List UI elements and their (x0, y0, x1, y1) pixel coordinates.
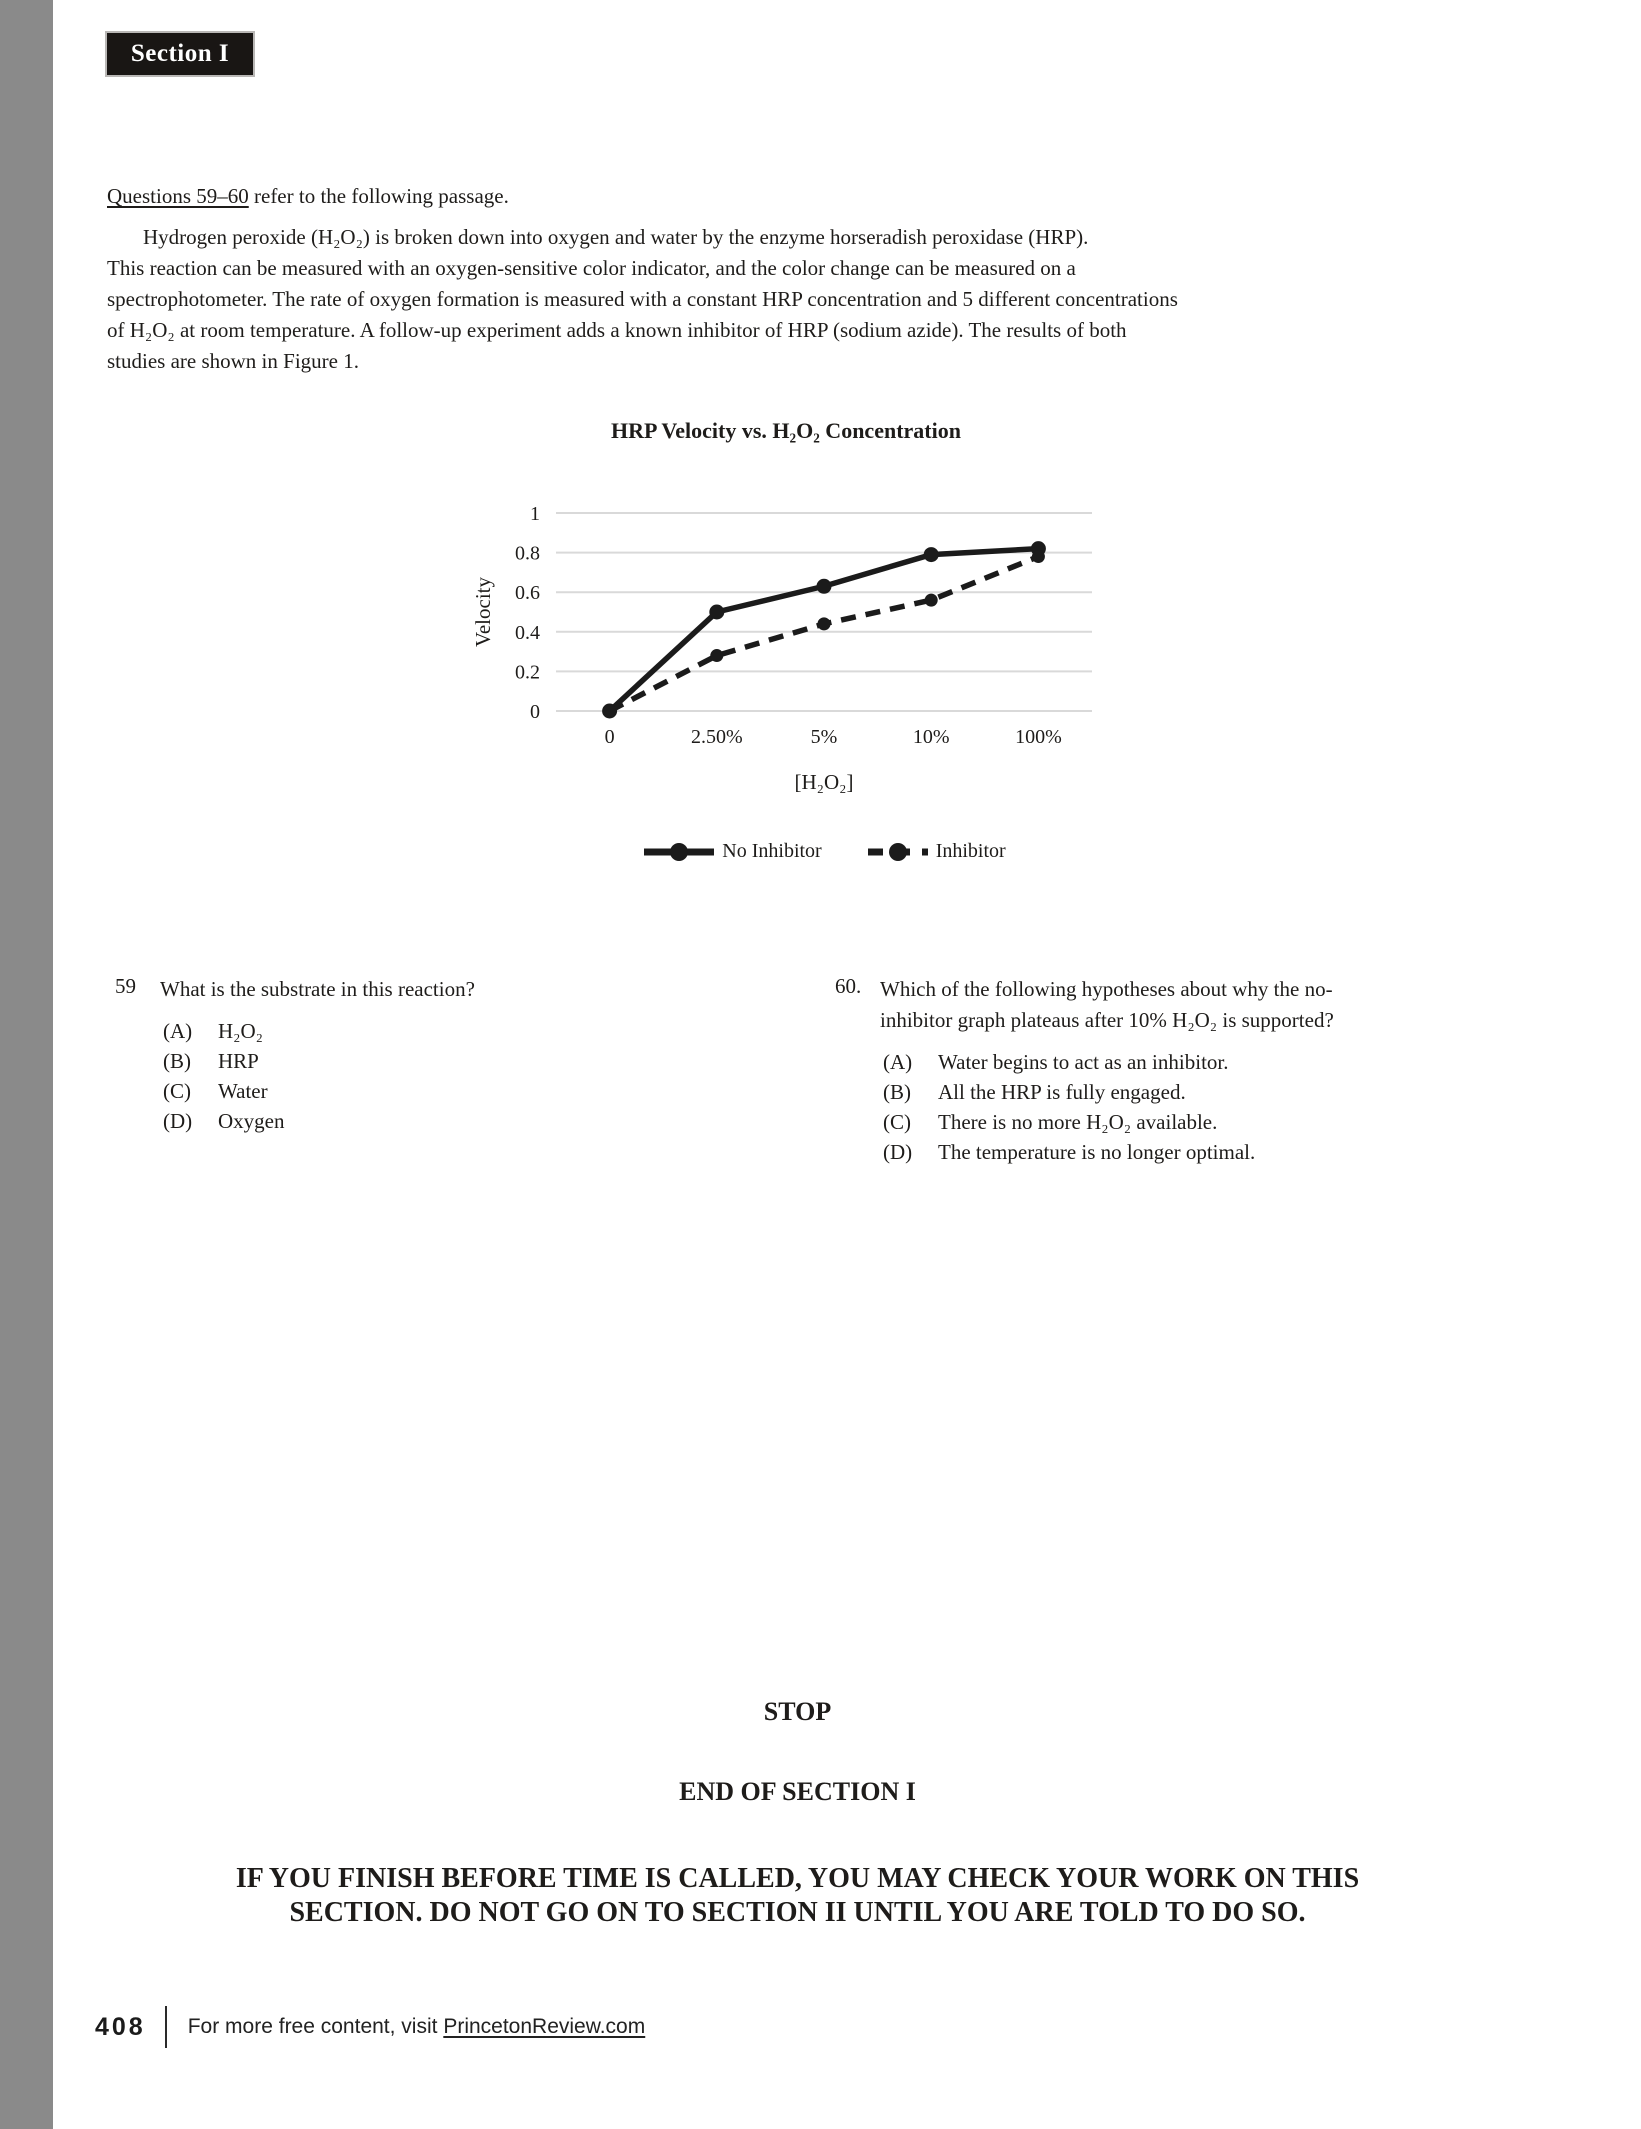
choice-letter: (B) (883, 1080, 911, 1104)
question-number: 59 (115, 974, 136, 998)
svg-text:0.2: 0.2 (515, 661, 540, 684)
dashed-line-icon (866, 842, 930, 862)
choice-letter: (B) (163, 1049, 191, 1073)
svg-text:0.6: 0.6 (515, 582, 540, 605)
x-axis-label: [H₂O₂] (794, 770, 854, 794)
svg-text:2.50%: 2.50% (690, 726, 743, 748)
warning-line: SECTION. DO NOT GO ON TO SECTION II UNTIL YOU ARE TOLD TO DO SO. (289, 1897, 1306, 1928)
page-footer (95, 2004, 645, 2050)
choice-letter: (D) (163, 1109, 193, 1133)
svg-text:0.8: 0.8 (515, 542, 540, 565)
question-60 (835, 974, 1485, 1167)
choice-letter: (A) (883, 1050, 913, 1074)
section-label-text: Section I (130, 40, 230, 67)
choice-text: Water begins to act as an inhibitor. (938, 1050, 1229, 1074)
passage-intro-rest: refer to the following passage. (248, 184, 509, 208)
passage-intro (107, 184, 1507, 209)
choice-row (163, 1046, 715, 1076)
answer-choices (883, 1047, 1485, 1167)
choice-text: Water (218, 1079, 268, 1103)
legend-label: No Inhibitor (722, 840, 822, 862)
choice-letter: (A) (163, 1019, 193, 1043)
figure-1-chart (456, 418, 1116, 898)
footer-text (188, 2015, 646, 2039)
legend-label: Inhibitor (935, 840, 1006, 862)
choice-row (883, 1107, 1485, 1137)
solid-line-icon (642, 842, 716, 862)
question-number: 60. (835, 974, 862, 998)
question-stem-line: Which of the following hypotheses about why the no- (880, 977, 1333, 1001)
line-chart-plot (456, 500, 1116, 765)
passage-line: Hydrogen peroxide (H₂O₂) is broken down into oxygen and water by the enzyme horseradish peroxidase (HRP). (143, 225, 1089, 249)
warning-text (105, 1862, 1490, 1930)
chart-title: HRP Velocity vs. H₂O₂ Concentration (611, 418, 961, 443)
choice-letter: (C) (163, 1079, 191, 1103)
passage-line: spectrophotometer. The rate of oxygen formation is measured with a constant HRP concentration and 5 different concentrations (107, 287, 1178, 311)
section-label (105, 31, 255, 77)
footer-divider (165, 2006, 167, 2048)
legend-item-no-inhibitor (642, 840, 821, 863)
choice-text: Oxygen (218, 1109, 285, 1133)
page-edge-bar (0, 0, 53, 2129)
stop-heading: STOP (763, 1697, 832, 1726)
choice-letter: (C) (883, 1110, 911, 1134)
legend-item-inhibitor (866, 840, 1006, 863)
warning-line: IF YOU FINISH BEFORE TIME IS CALLED, YOU MAY CHECK YOUR WORK ON THIS (235, 1863, 1360, 1894)
svg-text:10%: 10% (912, 726, 950, 748)
choice-row (163, 1016, 715, 1046)
question-range: Questions 59–60 (107, 184, 249, 208)
svg-text:5%: 5% (810, 726, 838, 748)
passage-line: of H₂O₂ at room temperature. A follow-up experiment adds a known inhibitor of HRP (sodium azide). The results of both (107, 318, 1127, 342)
footer-link[interactable]: PrincetonReview.com (443, 2015, 646, 2038)
page-number: 408 (95, 2012, 146, 2041)
question-stem-line: inhibitor graph plateaus after 10% H₂O₂ is supported? (880, 1008, 1334, 1032)
svg-text:0: 0 (530, 701, 540, 723)
end-of-section-heading: END OF SECTION I (679, 1777, 916, 1806)
choice-row (163, 1076, 715, 1106)
choice-text: There is no more H₂O₂ available. (938, 1110, 1218, 1134)
svg-text:100%: 100% (1015, 726, 1062, 748)
question-59 (115, 974, 715, 1136)
passage-line: studies are shown in Figure 1. (107, 349, 359, 373)
choice-row (883, 1047, 1485, 1077)
passage-text (107, 222, 1477, 377)
chart-legend (494, 840, 1154, 863)
svg-text:Velocity: Velocity (471, 577, 495, 647)
question-stem: What is the substrate in this reaction? (160, 977, 475, 1001)
passage-line: This reaction can be measured with an oxygen-sensitive color indicator, and the color change can be measured on a (107, 256, 1076, 280)
choice-text: H₂O₂ (218, 1019, 263, 1043)
svg-text:0: 0 (604, 726, 615, 748)
choice-row (883, 1077, 1485, 1107)
choice-row (163, 1106, 715, 1136)
answer-choices (163, 1016, 715, 1136)
choice-text: The temperature is no longer optimal. (938, 1140, 1256, 1164)
choice-letter: (D) (883, 1140, 913, 1164)
svg-text:0.4: 0.4 (515, 621, 540, 644)
choice-text: HRP (218, 1049, 259, 1073)
footer-text-static: For more free content, visit (187, 2015, 444, 2038)
choice-text: All the HRP is fully engaged. (938, 1080, 1186, 1104)
svg-text:1: 1 (530, 503, 540, 525)
choice-row (883, 1137, 1485, 1167)
